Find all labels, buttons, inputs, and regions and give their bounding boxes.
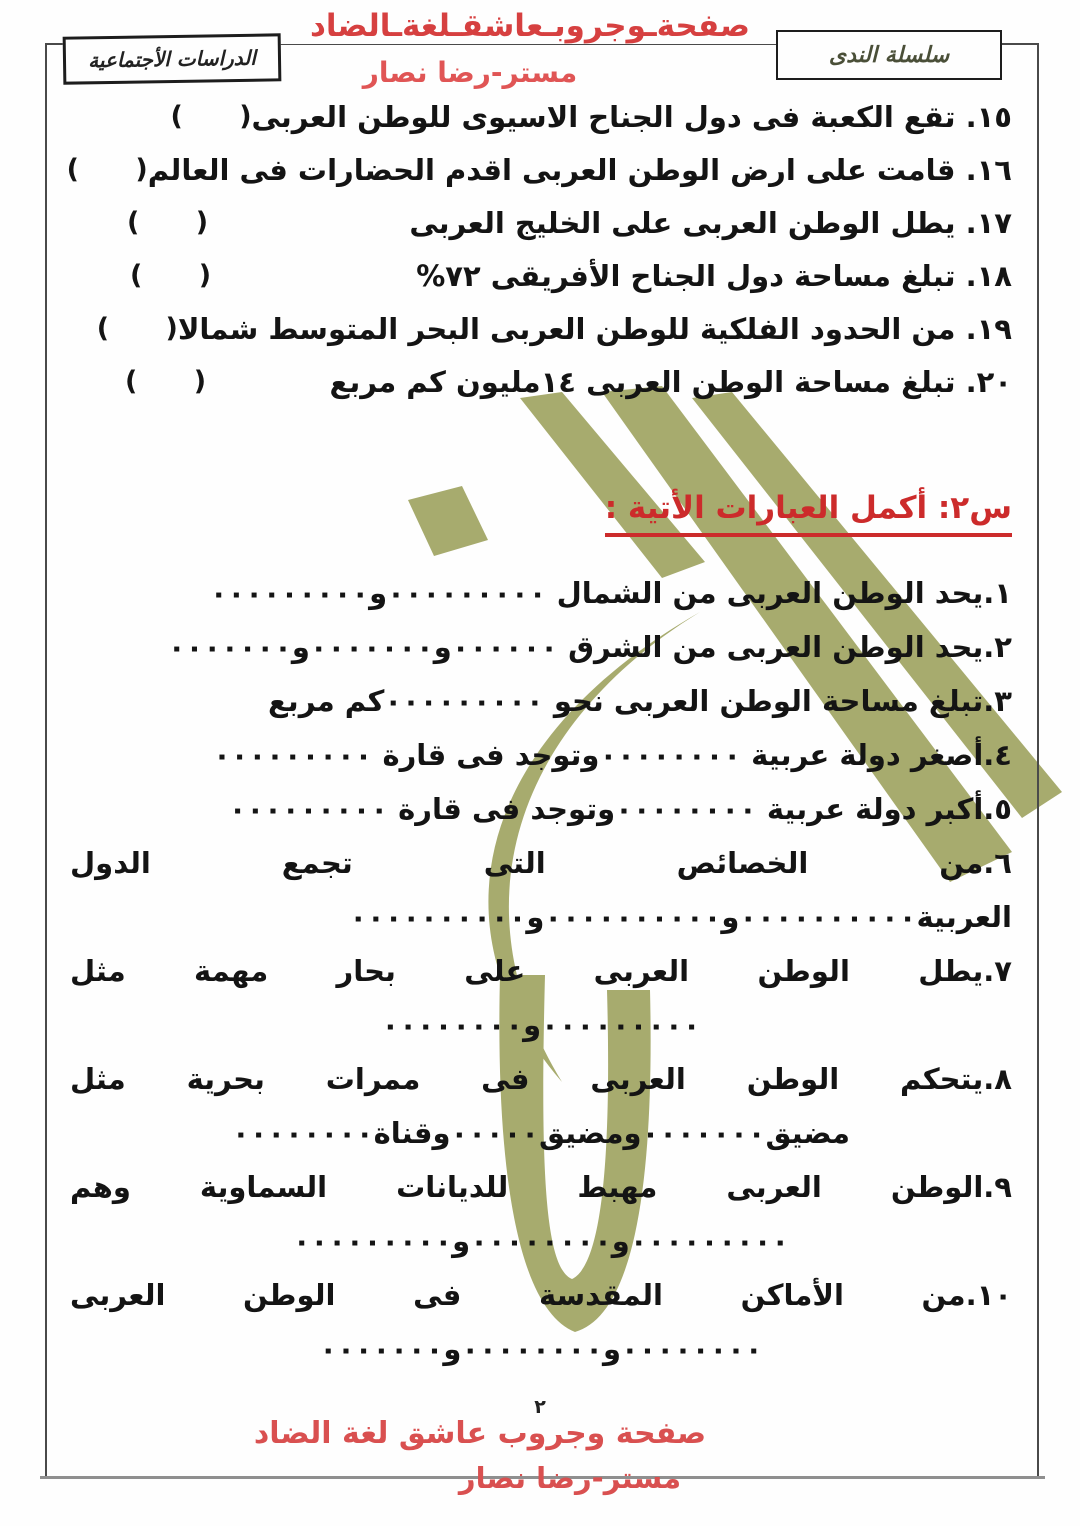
- fill-item-8-line2: مضيق٠٠٠٠٠٠٠ومضيق٠٠٠٠٠وقناة٠٠٠٠٠٠٠٠: [232, 1116, 850, 1150]
- fill-item-8-line1: ٨.يتحكم الوطن العربى فى ممرات بحرية مثل: [70, 1062, 1012, 1096]
- tf-item-text: ١٨. تبلغ مساحة دول الجناح الأفريقى ٧٢%: [416, 258, 1012, 293]
- fill-item-7-line1: ٧.يطل الوطن العربى على بحار مهمة مثل: [70, 954, 1012, 988]
- fill-item-7-line2: ٠٠٠٠٠٠٠٠٠و٠٠٠٠٠٠٠٠: [381, 1008, 701, 1042]
- tf-item-text: ١٦. قامت على ارض الوطن العربى اقدم الحضارات فى العالم: [147, 152, 1012, 187]
- fill-item-5: ٥.أكبر دولة عربية ٠٠٠٠٠٠٠٠وتوجد فى قارة ٠٠٠٠٠٠٠٠٠: [228, 792, 1012, 826]
- fill-item-1: ١.يحد الوطن العربى من الشمال ٠٠٠٠٠٠٠٠٠و٠٠٠٠٠٠٠٠٠: [209, 576, 1012, 610]
- fill-in-list: [70, 566, 1012, 1376]
- header-group-title: صفحةـوجروبـعاشقـلغةـالضاد: [270, 8, 790, 44]
- footer-group-title: صفحة وجروب عاشق لغة الضاد: [253, 1416, 707, 1451]
- tf-item-17: [70, 196, 1012, 249]
- answer-parentheses: ( ): [66, 154, 148, 185]
- answer-parentheses: ( ): [170, 101, 252, 132]
- tf-item-text: ١٧. يطل الوطن العربى على الخليج العربى: [409, 205, 1012, 240]
- fill-item-9-line2: ٠٠٠٠٠٠٠٠٠و٠٠٠٠٠٠٠٠و٠٠٠٠٠٠٠٠٠: [292, 1224, 790, 1258]
- fill-item-10-line2: ٠٠٠٠٠٠٠٠و٠٠٠٠٠٠٠٠و٠٠٠٠٠٠٠: [319, 1332, 763, 1366]
- answer-parentheses: ( ): [130, 260, 212, 291]
- tf-item-19: [70, 302, 1012, 355]
- fill-item-9-line1: ٩.الوطن العربى مهبط للديانات السماوية وهم: [70, 1170, 1012, 1204]
- subject-box-label: الدراسات الأجتماعية: [87, 45, 257, 73]
- tf-item-15: [70, 90, 1012, 143]
- series-box: [776, 30, 1002, 80]
- footer-teacher-name: مستر-رضا نصار: [458, 1461, 682, 1495]
- subject-box: [63, 33, 282, 84]
- fill-item-4: ٤.أصغر دولة عربية ٠٠٠٠٠٠٠٠وتوجد فى قارة ٠٠٠٠٠٠٠٠٠: [213, 738, 1012, 772]
- page-number: ٢: [534, 1396, 546, 1418]
- tf-item-20: [70, 355, 1012, 408]
- tf-item-text: ١٩. من الحدود الفلكية للوطن العربى البحر المتوسط شمالا: [177, 311, 1012, 346]
- answer-parentheses: ( ): [96, 313, 178, 344]
- true-false-list: [66, 90, 1012, 408]
- fill-item-6-line2: العربية٠٠٠٠٠٠٠٠٠٠و٠٠٠٠٠٠٠٠٠٠و٠٠٠٠٠٠٠٠٠٠: [349, 900, 1012, 934]
- fill-item-2: ٢.يحد الوطن العربى من الشرق ٠٠٠٠٠٠و٠٠٠٠٠٠٠و٠٠٠٠٠٠٠: [167, 630, 1012, 664]
- tf-item-text: ١٥. تقع الكعبة فى دول الجناح الاسيوى للوطن العربى: [251, 99, 1012, 134]
- answer-parentheses: ( ): [127, 207, 209, 238]
- fill-item-3: ٣.تبلغ مساحة الوطن العربى نحو ٠٠٠٠٠٠٠٠٠كم مربع: [268, 684, 1012, 718]
- fill-item-6-line1: ٦.من الخصائص التى تجمع الدول: [70, 846, 1012, 880]
- header-teacher-name: مستر-رضا نصار: [362, 56, 578, 89]
- question2-title: س٢: أكمل العبارات الأتية :: [605, 490, 1012, 537]
- tf-item-text: ٢٠. تبلغ مساحة الوطن العربى ١٤مليون كم مربع: [329, 364, 1012, 399]
- answer-parentheses: ( ): [125, 366, 207, 397]
- tf-item-18: [70, 249, 1012, 302]
- fill-item-10-line1: ١٠.من الأماكن المقدسة فى الوطن العربى: [70, 1278, 1012, 1312]
- series-box-label: سلسلة الندى: [828, 42, 950, 68]
- tf-item-16: [66, 143, 1012, 196]
